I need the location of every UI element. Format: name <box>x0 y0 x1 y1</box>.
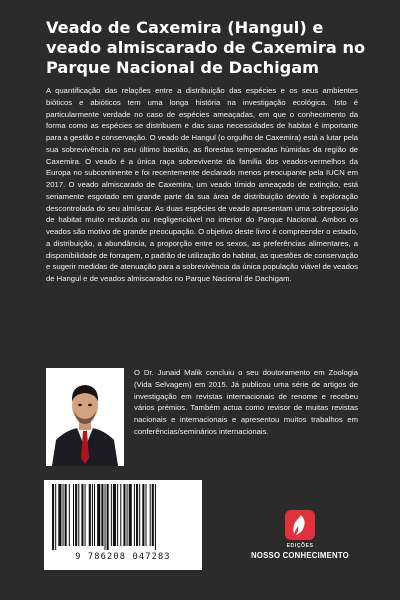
publisher-logo-icon <box>285 510 315 540</box>
barcode-bar <box>105 484 106 550</box>
barcode-bar <box>55 484 56 550</box>
isbn-barcode <box>44 480 202 570</box>
barcode-bar <box>139 484 140 546</box>
barcode-bar <box>81 484 83 546</box>
barcode-bar <box>134 484 135 546</box>
publisher-block <box>250 510 350 560</box>
publisher-label: EDIÇÕES <box>286 543 314 549</box>
barcode-bar <box>120 484 121 546</box>
isbn-number: 9 786208 047283 <box>75 552 171 562</box>
barcode-bar <box>65 484 67 546</box>
barcode-bar <box>92 484 93 546</box>
barcode-bar <box>73 484 74 546</box>
barcode-bar <box>117 484 118 546</box>
barcode-bar <box>145 484 146 546</box>
author-photo <box>46 368 124 466</box>
publisher-name: NOSSO CONHECIMENTO <box>251 551 349 560</box>
barcode-bar <box>94 484 95 546</box>
barcode-bar <box>129 484 132 546</box>
barcode-bar <box>101 484 103 546</box>
barcode-bar <box>123 484 125 546</box>
barcode-bar <box>78 484 79 546</box>
barcode-bar <box>142 484 144 546</box>
barcode-bar <box>85 484 86 546</box>
barcode-bar <box>107 484 109 550</box>
barcode-bar <box>75 484 77 546</box>
barcode-bar <box>113 484 116 546</box>
book-title: Veado de Caxemira (Hangul) e veado almiscarado de Caxemira no Parque Nacional de Dachigam <box>46 18 366 77</box>
barcode-bar <box>69 484 70 546</box>
barcode-bar <box>111 484 112 546</box>
barcode-bar <box>97 484 100 546</box>
barcode-bar <box>89 484 91 546</box>
barcode-bar <box>136 484 138 546</box>
barcode-bar <box>152 484 154 546</box>
barcode-bar <box>52 484 54 550</box>
barcode-bar <box>127 484 128 546</box>
barcode-bar <box>63 484 64 546</box>
barcode-bar <box>58 484 61 546</box>
author-bio: O Dr. Junaid Malik concluiu o seu doutoramento em Zoologia (Vida Selvagem) em 2015. Já publicou uma série de artigos de investigação em revistas internacionais de renome e recebeu vários prémios. Também actua como revisor de muitas revistas nacionais e internacionais e apresentou muitos trabalhos em conferências/seminários internacionais. <box>134 368 358 436</box>
barcode-icon <box>50 484 196 550</box>
barcode-bar <box>150 484 151 546</box>
barcode-bar <box>155 484 156 550</box>
book-description: A quantificação das relações entre a distribuição das espécies e os seus ambientes bióticos e abióticos tem uma longa história na investigação ecológica. Isto é particularmente verdade no caso de espécies ameaçadas, em que o conhecimento da forma como as espécies se distribuem e das suas necessidades de habitat é importante para a gestão e conservação. O veado de Hangul (o orgulho de Caxemira) está a lutar pela sua sobrevivência no seu último bastião, as florestas temperadas húmidas da região de Caxemira. O veado é a única raça sobrevivente da família dos veados-vermelhos da Europa no subcontinente e foi recentemente declarado menos preocupante pela IUCN em 2017. O veado almiscarado de Caxemira, um veado tímido ameaçado de extinção, está seriamente esgotado em grande parte da sua área de distribuição devido à exploração descontrolada do seu almíscar. As duas espécies de veado apresentam uma sobreposição de habitat muito reduzida ou negligenciável no interior do Parque Nacional. Ambos os veados são motivo de grande preocupação. O objetivo deste livro é compreender o estado, a distribuição, a abundância, a proporção entre os sexos, as preferências alimentares, a disponibilidade de forragem, o padrão de utilização do habitat, as questões de conservação e sugerir medidas de atenuação para a sobrevivência da única população viável de veados de Hangul e de veados almiscarados no Parque Nacional de Dachigam. <box>46 86 358 283</box>
